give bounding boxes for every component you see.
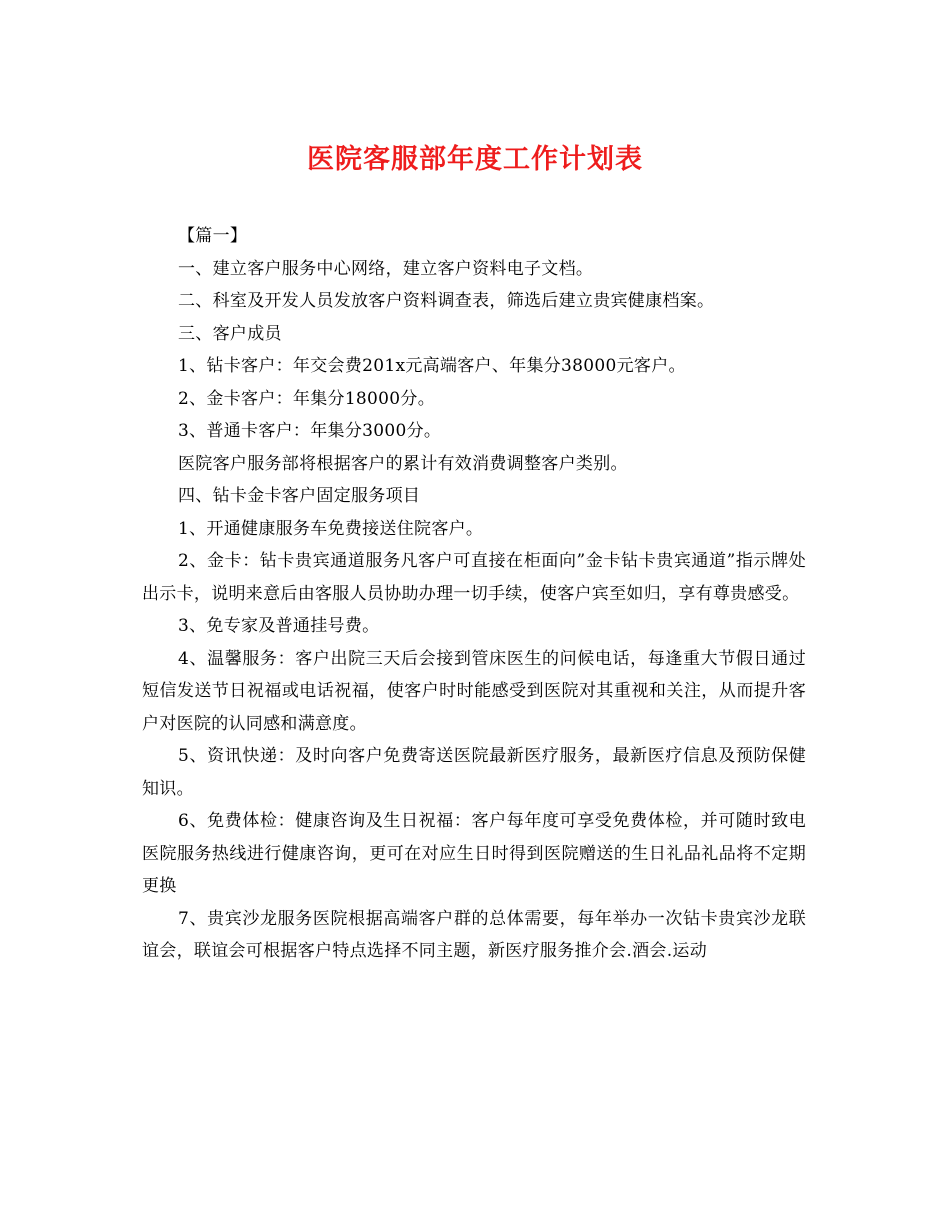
section-label: 【篇一】 <box>178 226 248 246</box>
paragraph: 四、钻卡金卡客户固定服务项目 <box>178 486 421 506</box>
paragraph: 3、免专家及普通挂号费。 <box>178 616 380 636</box>
paragraph: 2、金卡客户：年集分18000分。 <box>178 388 435 409</box>
paragraph: 三、客户成员 <box>178 323 282 344</box>
paragraph: 3、普通卡客户：年集分3000分。 <box>178 421 442 441</box>
document-body <box>142 220 806 968</box>
paragraph: 一、建立客户服务中心网络，建立客户资料电子文档。 <box>178 258 594 279</box>
document-title: 医院客服部年度工作计划表 <box>307 144 643 175</box>
paragraph: 5、资讯快递：及时向客户免费寄送医院最新医疗服务，最新医疗信息及预防保健知识。 <box>142 746 806 799</box>
paragraph: 2、金卡：钻卡贵宾通道服务凡客户可直接在柜面向”金卡钻卡贵宾通道”指示牌处出示卡，说明来意后由客服人员协助办理一切手续，使客户宾至如归，享有尊贵感受。 <box>142 551 806 604</box>
paragraph: 1、钻卡客户：年交会费201x元高端客户、年集分38000元客户。 <box>178 356 686 376</box>
paragraph: 4、温馨服务：客户出院三天后会接到管床医生的问候电话，每逢重大节假日通过短信发送节日祝福或电话祝福，使客户时时能感受到医院对其重视和关注，从而提升客户对医院的认同感和满意度。 <box>142 648 806 734</box>
paragraph: 医院客户服务部将根据客户的累计有效消费调整客户类别。 <box>178 453 628 474</box>
paragraph: 7、贵宾沙龙服务医院根据高端客户群的总体需要，每年举办一次钻卡贵宾沙龙联谊会，联谊会可根据客户特点选择不同主题，新医疗服务推介会.酒会.运动 <box>142 908 806 961</box>
paragraph: 二、科室及开发人员发放客户资料调查表，筛选后建立贵宾健康档案。 <box>178 291 715 311</box>
paragraph: 6、免费体检：健康咨询及生日祝福：客户每年度可享受免费体检，并可随时致电医院服务热线进行健康咨询，更可在对应生日时得到医院赠送的生日礼品礼品将不定期更换 <box>142 811 806 896</box>
paragraph: 1、开通健康服务车免费接送住院客户。 <box>178 518 484 539</box>
